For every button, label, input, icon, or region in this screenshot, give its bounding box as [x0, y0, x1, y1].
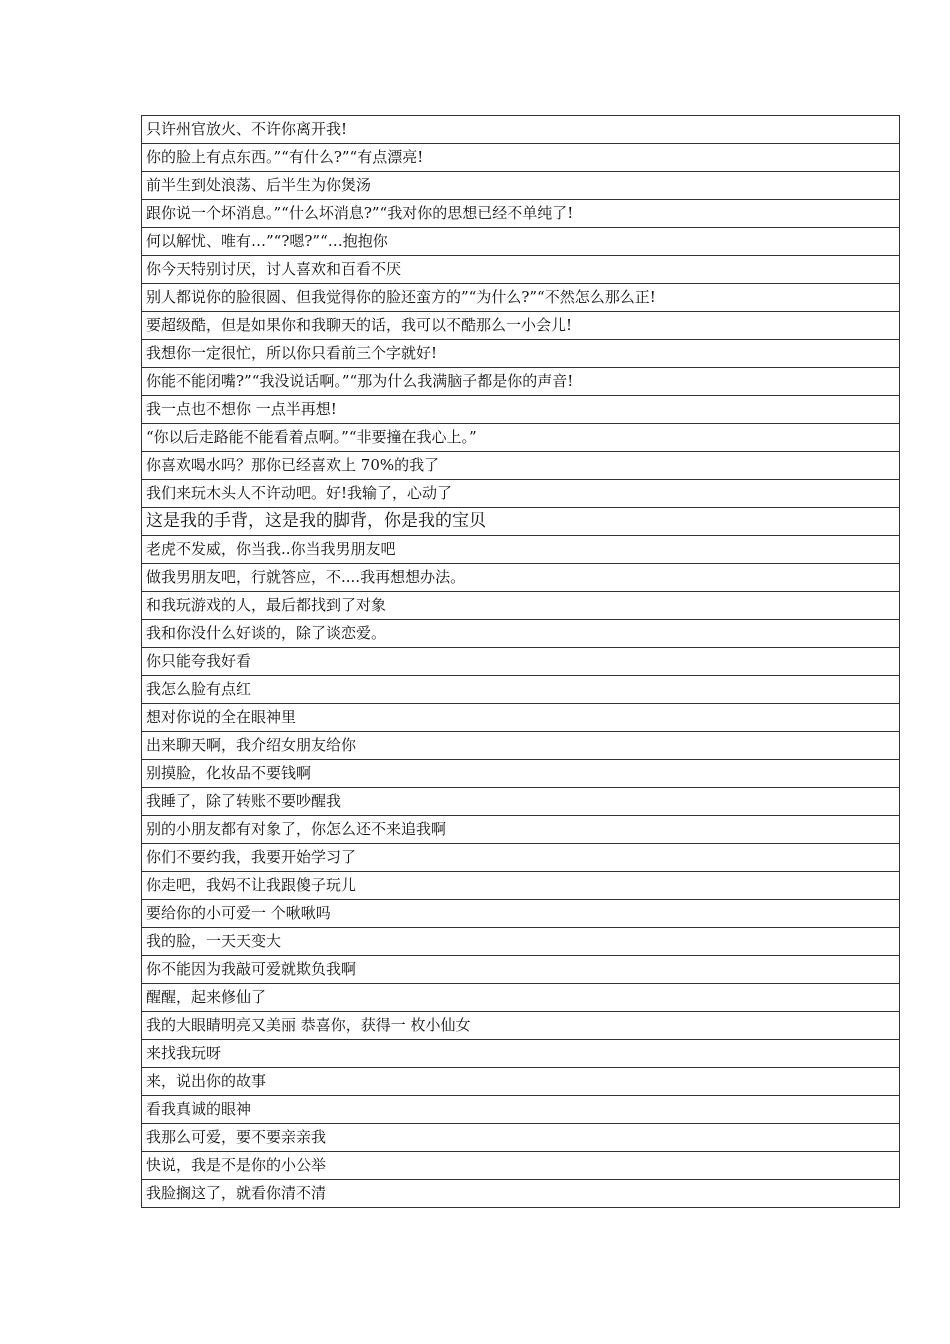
table-cell: 来，说出你的故事 [142, 1068, 900, 1096]
table-cell: 我想你一定很忙，所以你只看前三个字就好! [142, 340, 900, 368]
table-cell: 看我真诚的眼神 [142, 1096, 900, 1124]
table-row [142, 368, 900, 396]
table-row [142, 340, 900, 368]
table-row [142, 536, 900, 564]
table-cell: 要超级酷，但是如果你和我聊天的话，我可以不酷那么一小会儿! [142, 312, 900, 340]
table-row [142, 900, 900, 928]
table-row [142, 256, 900, 284]
table-row [142, 424, 900, 452]
table-cell: 做我男朋友吧，行就答应，不....我再想想办法。 [142, 564, 900, 592]
table-cell: 这是我的手背，这是我的脚背，你是我的宝贝 [142, 508, 900, 536]
table-row [142, 928, 900, 956]
table-cell: 你能不能闭嘴?”“我没说话啊。”“那为什么我满脑子都是你的声音! [142, 368, 900, 396]
table-row [142, 1152, 900, 1180]
table-row [142, 564, 900, 592]
table-cell: 我一点也不想你 一点半再想! [142, 396, 900, 424]
table-cell: 你走吧，我妈不让我跟傻子玩儿 [142, 872, 900, 900]
table-cell: 老虎不发威，你当我..你当我男朋友吧 [142, 536, 900, 564]
table-row [142, 172, 900, 200]
table-cell: 我脸搁这了，就看你清不清 [142, 1180, 900, 1208]
table-cell: 你只能夸我好看 [142, 648, 900, 676]
table-row [142, 592, 900, 620]
table-cell: 只许州官放火、不许你离开我! [142, 116, 900, 144]
table-row [142, 480, 900, 508]
table-row [142, 312, 900, 340]
table-row [142, 228, 900, 256]
table-row [142, 872, 900, 900]
table-cell: 跟你说一个坏消息。”“什么坏消息?”“我对你的思想已经不单纯了! [142, 200, 900, 228]
table-cell: 要给你的小可爱一 个啾啾吗 [142, 900, 900, 928]
table-row [142, 1068, 900, 1096]
table-row [142, 508, 900, 536]
table-row [142, 648, 900, 676]
table-cell: 你们不要约我，我要开始学习了 [142, 844, 900, 872]
table-cell: 我们来玩木头人不许动吧。好!我输了，心动了 [142, 480, 900, 508]
table-row [142, 984, 900, 1012]
table-cell: 我和你没什么好谈的，除了谈恋爱。 [142, 620, 900, 648]
table-row [142, 676, 900, 704]
table-row [142, 452, 900, 480]
table-row [142, 760, 900, 788]
table-row [142, 732, 900, 760]
table-cell: 你的脸上有点东西。”“有什么?”“有点漂亮! [142, 144, 900, 172]
table-row [142, 620, 900, 648]
table-row [142, 144, 900, 172]
table-row [142, 704, 900, 732]
table-cell: 何以解忧、唯有…”“?嗯?”“…抱抱你 [142, 228, 900, 256]
table-row [142, 1040, 900, 1068]
table-row [142, 956, 900, 984]
table-row [142, 284, 900, 312]
table-row [142, 116, 900, 144]
table-cell: 我睡了，除了转账不要吵醒我 [142, 788, 900, 816]
table-cell: 我的脸，一天天变大 [142, 928, 900, 956]
table-cell: 出来聊天啊，我介绍女朋友给你 [142, 732, 900, 760]
table-cell: 我的大眼睛明亮又美丽 恭喜你，获得一 枚小仙女 [142, 1012, 900, 1040]
table-row [142, 1180, 900, 1208]
table-cell: 别摸脸，化妆品不要钱啊 [142, 760, 900, 788]
table-cell: 别的小朋友都有对象了，你怎么还不来追我啊 [142, 816, 900, 844]
table-cell: 前半生到处浪荡、后半生为你煲汤 [142, 172, 900, 200]
table-row [142, 200, 900, 228]
table-row [142, 1096, 900, 1124]
table-cell: 你喜欢喝水吗？那你已经喜欢上 70%的我了 [142, 452, 900, 480]
table-row [142, 1124, 900, 1152]
table-cell: 想对你说的全在眼神里 [142, 704, 900, 732]
table-cell: 别人都说你的脸很圆、但我觉得你的脸还蛮方的”“为什么?”“不然怎么那么正! [142, 284, 900, 312]
table-cell: 我怎么脸有点红 [142, 676, 900, 704]
table-row [142, 844, 900, 872]
table-cell: 你今天特别讨厌，讨人喜欢和百看不厌 [142, 256, 900, 284]
table-row [142, 396, 900, 424]
table-cell: 醒醒，起来修仙了 [142, 984, 900, 1012]
table-cell: 和我玩游戏的人，最后都找到了对象 [142, 592, 900, 620]
table-cell: 你不能因为我敲可爱就欺负我啊 [142, 956, 900, 984]
table-cell: 来找我玩呀 [142, 1040, 900, 1068]
table-row [142, 788, 900, 816]
table-row [142, 1012, 900, 1040]
table-cell: 我那么可爱，要不要亲亲我 [142, 1124, 900, 1152]
table-cell: 快说，我是不是你的小公举 [142, 1152, 900, 1180]
table-cell: “你以后走路能不能看着点啊。”“非要撞在我心上。” [142, 424, 900, 452]
quotes-table [141, 115, 900, 1208]
table-row [142, 816, 900, 844]
